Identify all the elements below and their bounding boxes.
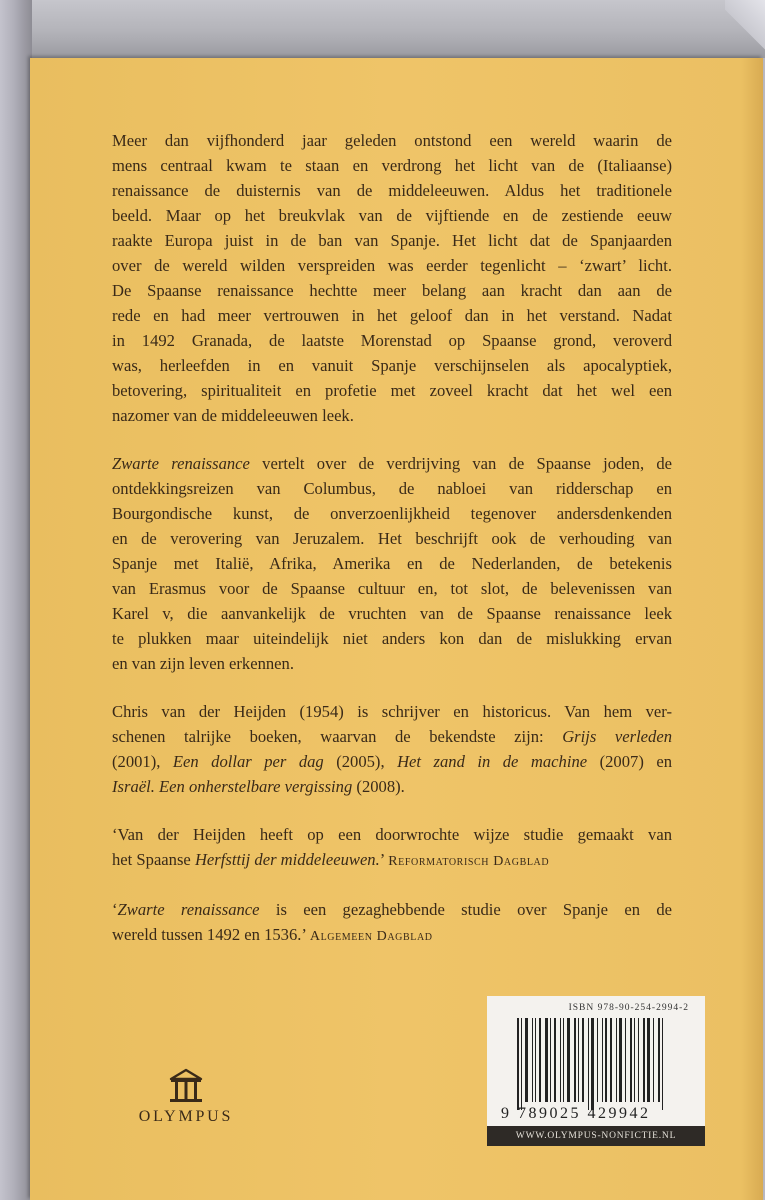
- barcode-bar: [574, 1018, 576, 1102]
- barcode-bar: [578, 1018, 579, 1102]
- text-line: ontdekkingsreizen van Columbus, de nabloei van ridderschap en: [112, 479, 672, 498]
- barcode-bar: [591, 1018, 594, 1110]
- barcode-bar: [517, 1018, 519, 1110]
- page-edges-left: [0, 0, 32, 1200]
- quote-source: Algemeen Dagblad: [309, 929, 433, 944]
- isbn-label: ISBN 978-90-254-2994-2: [568, 1003, 689, 1013]
- barcode-bar: [658, 1018, 660, 1102]
- review-quote-reformatorisch: ‘Van der Heijden heeft op een doorwrochte wijze studie gemaakt van het Spaanse Herfsttij der middeleeuwen.’ Reformatorisch Dagblad: [112, 825, 672, 869]
- text-line: over de wereld wilden verspreiden was eerder tegenlicht – ‘zwart’ licht.: [112, 256, 672, 275]
- text-line: van Erasmus voor de Spaanse cultuur en, tot slot, de belevenissen van: [112, 579, 672, 598]
- page-corner: [725, 0, 765, 58]
- barcode-bar: [619, 1018, 622, 1102]
- barcode-bar: [525, 1018, 528, 1102]
- barcode-bar: [602, 1018, 603, 1102]
- text-line: nazomer van de middeleeuwen leek.: [112, 406, 354, 425]
- text-line: betovering, spiritualiteit en profetie met zoveel kracht dat het wel een: [112, 381, 672, 400]
- barcode-bar: [647, 1018, 650, 1102]
- barcode-bar: [539, 1018, 541, 1102]
- text-line: te plukken maar uiteindelijk niet anders kon dan de mislukking ervan: [112, 629, 672, 648]
- barcode-digits: 9 789025 429942: [501, 1105, 651, 1122]
- text-line: en van zijn leven erkennen.: [112, 654, 294, 673]
- barcode-bar: [625, 1018, 626, 1102]
- text-line: in 1492 Granada, de laatste Morenstad op Spaanse grond, veroverd: [112, 331, 672, 350]
- barcode-bar: [582, 1018, 584, 1102]
- barcode-bar: [563, 1018, 564, 1102]
- barcode-bar: [616, 1018, 617, 1102]
- barcode-bar: [560, 1018, 561, 1102]
- publisher-name: OLYMPUS: [138, 1108, 234, 1125]
- blurb-paragraph-contents: Zwarte renaissance vertelt over de verdrijving van de Spaanse joden, de ontdekkingsreizen van Columbus, de nabloei van ridderschap en Bourgondische kunst, de onverzoenlijkheid tegenover andersdenkenden en de verovering van Jeruzalem. Het beschrijft ook de verhouding van Spanje met Italië, Afrika, Amerika en de Nederlanden, de betekenis van Erasmus voor de Spaanse cultuur en, tot slot, de belevenissen van Karel v, die aanvankelijk de vruchten van de Spaanse renaissance leek te plukken maar uiteindelijk niet anders kon dan de mislukking ervan en van zijn leven erkennen.: [112, 451, 672, 676]
- barcode-bar: [643, 1018, 645, 1102]
- quote-source: Reformatorisch Dagblad: [388, 854, 550, 869]
- barcode-bar: [630, 1018, 632, 1102]
- barcode-bar: [653, 1018, 654, 1102]
- publisher-url: WWW.OLYMPUS-NONFICTIE.NL: [487, 1126, 705, 1146]
- text-line: De Spaanse renaissance hechtte meer belang aan kracht dan aan de: [112, 281, 672, 300]
- barcode-bar: [532, 1018, 533, 1102]
- text-line: raakte Europa juist in de ban van Spanje. Het licht dat de Spanjaarden: [112, 231, 672, 250]
- back-cover: [30, 58, 763, 1200]
- blurb: [112, 128, 672, 972]
- text-line: Meer dan vijfhonderd jaar geleden ontstond een wereld waarin de: [112, 131, 672, 150]
- barcode-bar: [545, 1018, 548, 1102]
- text-line: mens centraal kwam te staan en verdrong het licht van de (Italiaanse): [112, 156, 672, 175]
- barcode-bar: [550, 1018, 551, 1102]
- publisher-logo: [136, 1068, 236, 1126]
- page-edges-top: [0, 0, 765, 58]
- text-line: Karel v, die aanvankelijk de vruchten van de Spaanse renaissance leek: [112, 604, 672, 623]
- text-line: beeld. Maar op het breukvlak van de vijftiende en de zestiende eeuw: [112, 206, 672, 225]
- text-line: Bourgondische kunst, de onverzoenlijkheid tegenover andersdenkenden: [112, 504, 672, 523]
- barcode-bar: [610, 1018, 612, 1102]
- author-bio: Chris van der Heijden (1954) is schrijver en historicus. Van hem ver- schenen talrijke boeken, waarvan de bekendste zijn: Grijs verleden (2001), Een dollar per dag (2005), Het zand in de machine (2007) en Israël. Een onherstelbare vergissing (2008).: [112, 702, 672, 796]
- barcode: [517, 1018, 689, 1102]
- temple-columns-icon: [169, 1068, 203, 1104]
- barcode-bar: [535, 1018, 536, 1102]
- barcode-bar: [521, 1018, 522, 1110]
- text-line: en de verovering van Jeruzalem. Het beschrijft ook de verhouding van: [112, 529, 672, 548]
- isbn-barcode-box: [487, 996, 705, 1126]
- barcode-bar: [567, 1018, 570, 1102]
- text-line: rede en had meer vertrouwen in het geloof dan in het verstand. Nadat: [112, 306, 672, 325]
- blurb-paragraph-summary: [112, 128, 672, 428]
- text-line: Spanje met Italië, Afrika, Amerika en de Nederlanden, de betekenis: [112, 554, 672, 573]
- barcode-bar: [605, 1018, 607, 1102]
- review-quote-algemeen: ‘Zwarte renaissance is een gezaghebbende studie over Spanje en de wereld tussen 1492 en 1536.’ Algemeen Dagblad: [112, 900, 672, 944]
- barcode-bar: [588, 1018, 589, 1110]
- barcode-bar: [638, 1018, 639, 1102]
- barcode-bar: [554, 1018, 556, 1102]
- text-line: was, herleefden in en vanuit Spanje verschijnselen als apocalyptiek,: [112, 356, 672, 375]
- barcode-bar: [634, 1018, 635, 1102]
- barcode-bar: [597, 1018, 598, 1102]
- book-title-italic: Zwarte renaissance: [112, 454, 250, 473]
- barcode-bar: [662, 1018, 663, 1110]
- text-line: renaissance de duisternis van de middeleeuwen. Aldus het traditionele: [112, 181, 672, 200]
